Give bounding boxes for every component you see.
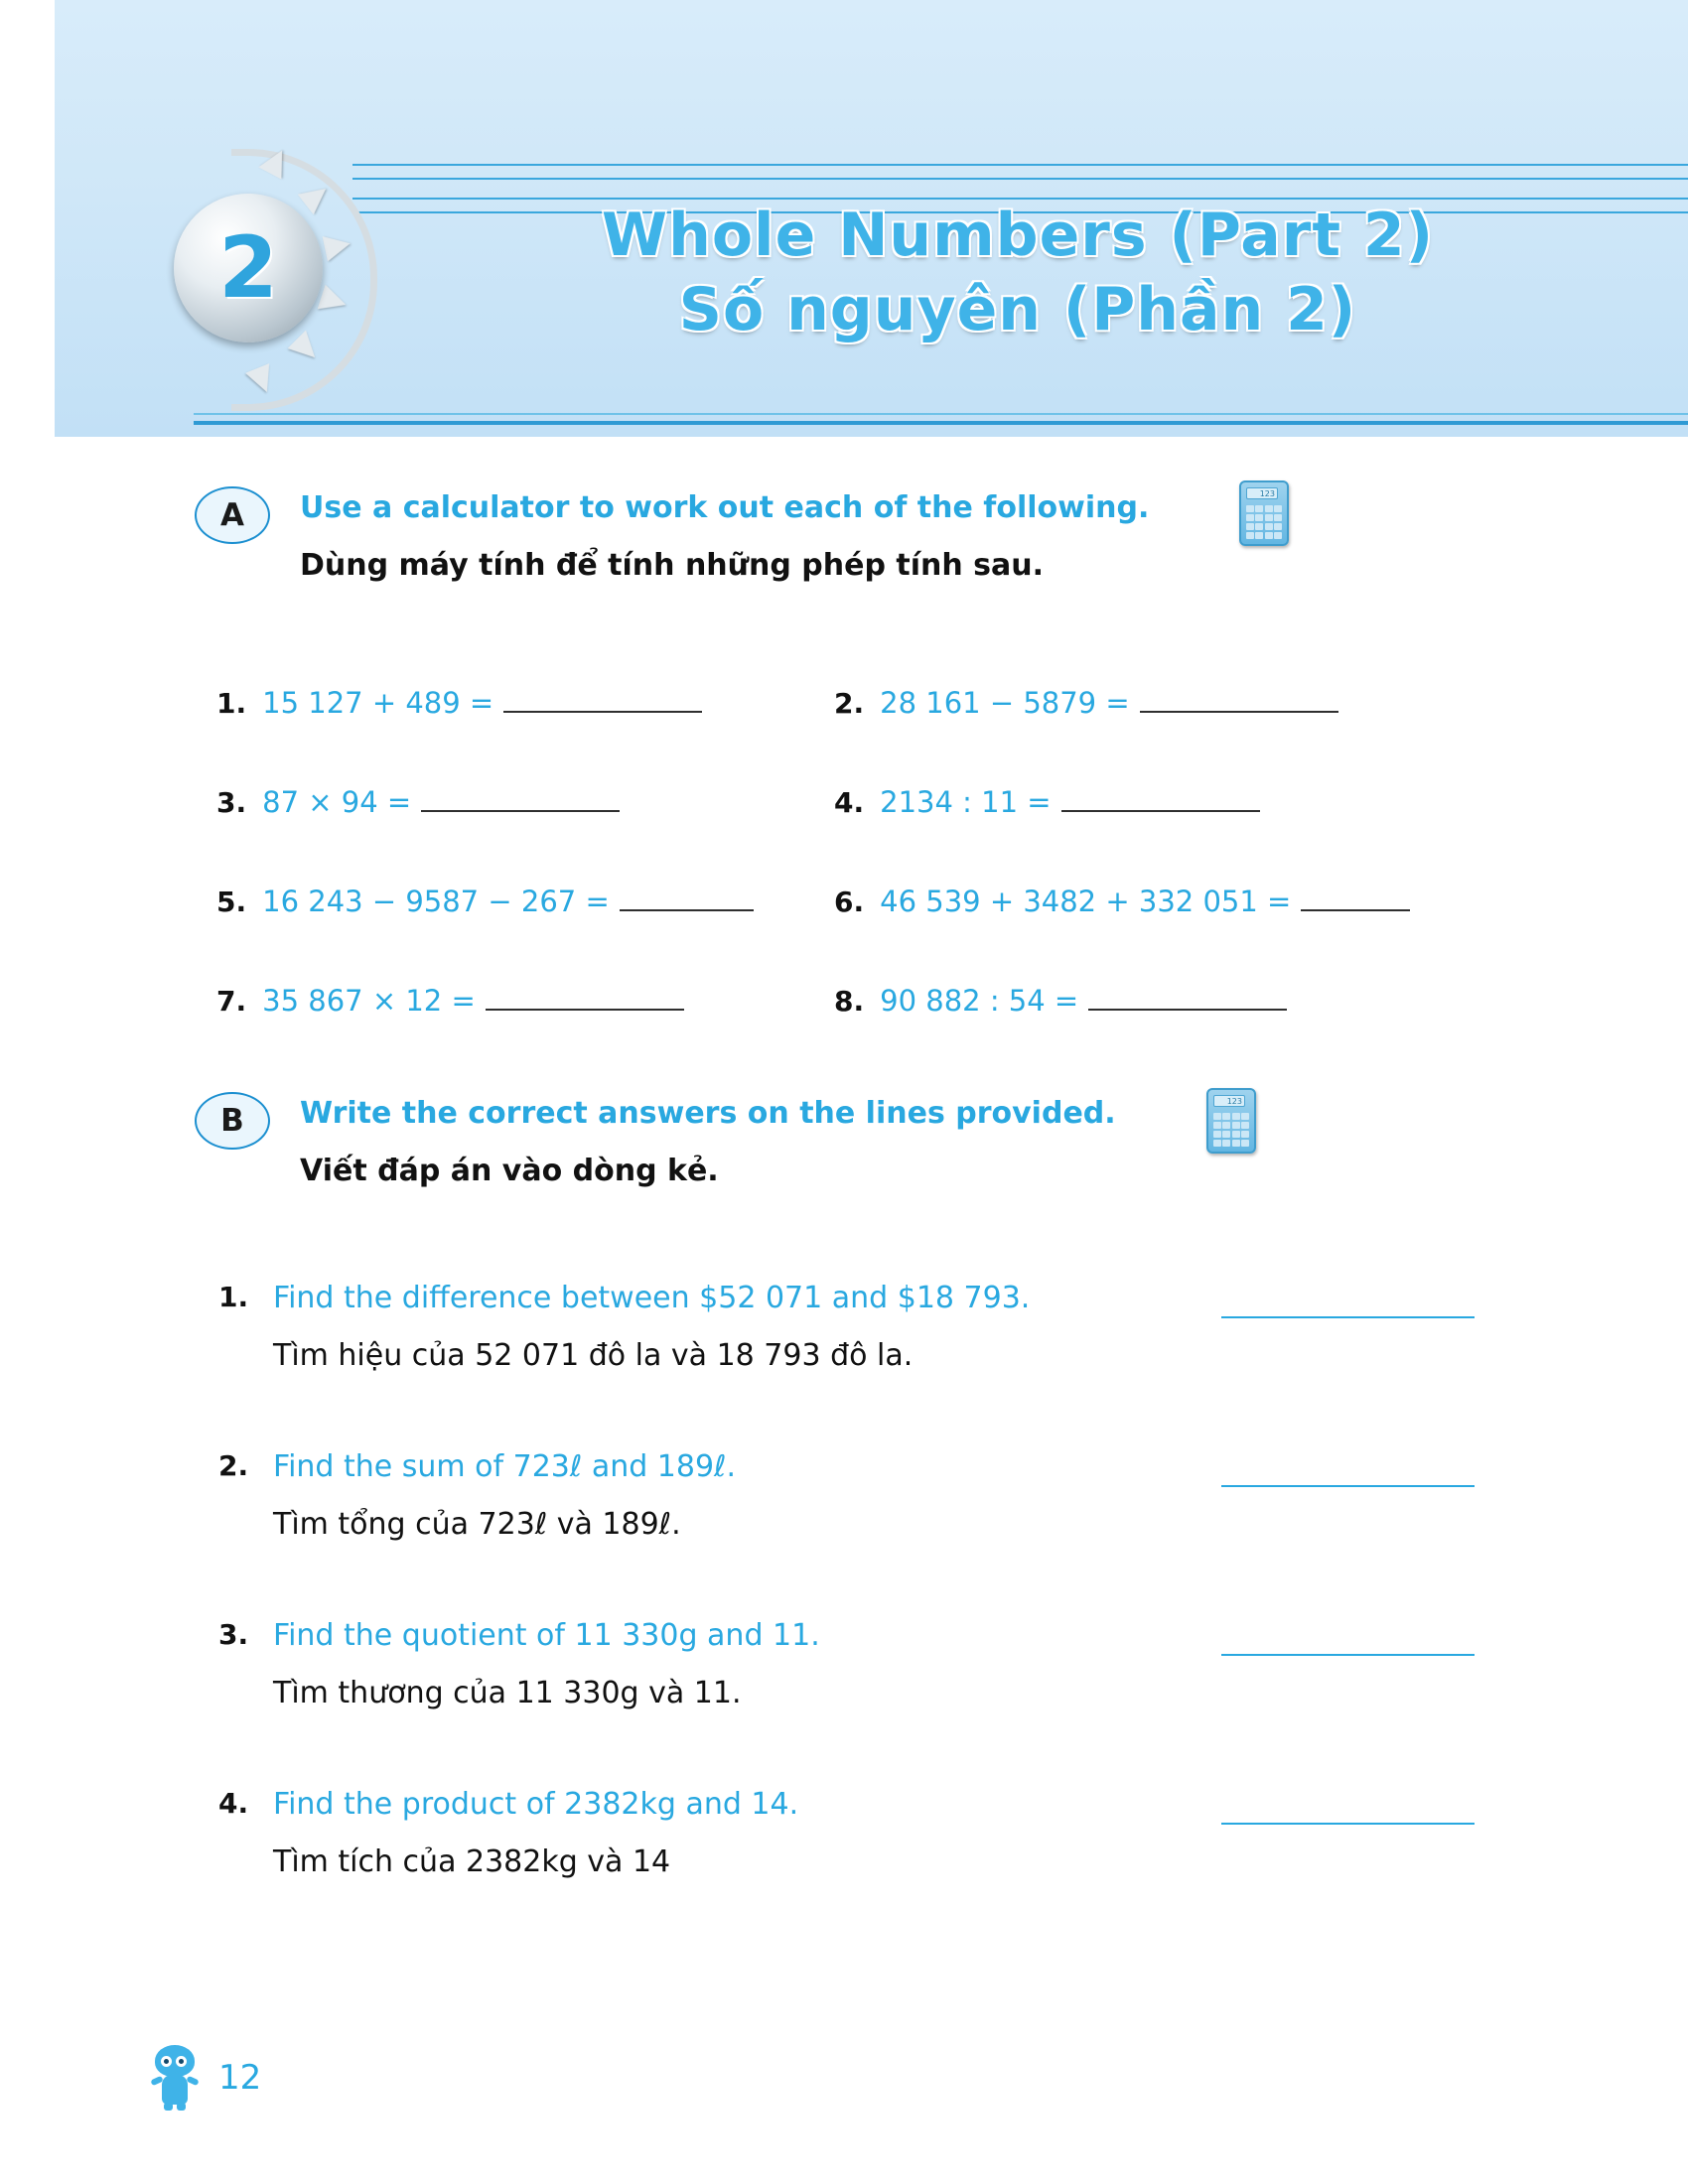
question-a-2 xyxy=(834,685,1338,720)
question-number: 2. xyxy=(218,1449,249,1482)
page-footer xyxy=(149,2045,261,2111)
answer-blank[interactable] xyxy=(486,983,684,1011)
answer-blank[interactable] xyxy=(503,685,702,713)
question-text: 87 × 94 = xyxy=(262,785,412,819)
question-a-3 xyxy=(216,784,620,819)
question-text: 35 867 × 12 = xyxy=(262,984,476,1018)
mascot-icon xyxy=(149,2045,201,2111)
answer-blank[interactable] xyxy=(1221,1654,1475,1656)
question-text-en: Find the difference between $52 071 and $18 793. xyxy=(273,1281,1031,1315)
question-text-en: Find the product of 2382kg and 14. xyxy=(273,1787,799,1822)
chapter-title-en: Whole Numbers (Part 2) xyxy=(601,201,1435,270)
question-text-vi: Tìm tổng của 723ℓ và 189ℓ. xyxy=(273,1507,681,1542)
question-number: 2. xyxy=(834,687,865,720)
answer-blank[interactable] xyxy=(1061,784,1260,812)
question-a-1 xyxy=(216,685,702,720)
question-text: 28 161 − 5879 = xyxy=(880,686,1130,720)
section-a-instruction-en: Use a calculator to work out each of the following. xyxy=(300,490,1150,525)
question-text-en: Find the sum of 723ℓ and 189ℓ. xyxy=(273,1449,736,1484)
question-text: 90 882 : 54 = xyxy=(880,984,1079,1018)
question-number: 3. xyxy=(218,1618,249,1651)
question-number: 6. xyxy=(834,886,865,918)
sun-ray-icon xyxy=(323,231,353,262)
question-a-5 xyxy=(216,884,754,918)
section-a-letter: A xyxy=(195,486,270,544)
question-number: 5. xyxy=(216,886,247,918)
chapter-title-vi: Số nguyên (Phần 2) xyxy=(678,275,1357,344)
calculator-screen: 123 xyxy=(1246,487,1278,499)
banner-bottom-rule-light xyxy=(194,413,1688,415)
question-text-vi: Tìm tích của 2382kg và 14 xyxy=(273,1844,671,1879)
question-a-7 xyxy=(216,983,684,1018)
page-number: 12 xyxy=(218,2058,262,2098)
calculator-icon xyxy=(1206,1088,1256,1154)
chapter-banner xyxy=(55,0,1688,437)
question-text: 15 127 + 489 = xyxy=(262,686,494,720)
answer-blank[interactable] xyxy=(1140,685,1338,713)
question-text-vi: Tìm hiệu của 52 071 đô la và 18 793 đô la. xyxy=(273,1338,914,1373)
section-b xyxy=(0,1092,1688,1211)
banner-bottom-rule xyxy=(194,421,1688,425)
question-a-4 xyxy=(834,784,1260,819)
question-number: 8. xyxy=(834,985,865,1018)
question-text: 16 243 − 9587 − 267 = xyxy=(262,885,610,918)
section-b-letter: B xyxy=(195,1092,270,1150)
question-text: 2134 : 11 = xyxy=(880,785,1052,819)
calculator-keys xyxy=(1246,505,1282,539)
chapter-number: 2 xyxy=(218,218,278,318)
section-a-instruction-vi: Dùng máy tính để tính những phép tính sau. xyxy=(300,548,1045,583)
question-a-6 xyxy=(834,884,1410,918)
answer-blank[interactable] xyxy=(1221,1316,1475,1318)
chapter-number-badge xyxy=(174,194,323,342)
chapter-title-block xyxy=(432,199,1604,347)
question-a-8 xyxy=(834,983,1287,1018)
question-number: 4. xyxy=(218,1787,249,1820)
answer-blank[interactable] xyxy=(1221,1823,1475,1825)
section-a-header xyxy=(0,486,1688,606)
question-text: 46 539 + 3482 + 332 051 = xyxy=(880,885,1292,918)
section-b-instruction-en: Write the correct answers on the lines provided. xyxy=(300,1096,1116,1131)
section-b-header xyxy=(0,1092,1688,1211)
calculator-icon xyxy=(1239,480,1289,546)
question-number: 7. xyxy=(216,985,247,1018)
question-number: 4. xyxy=(834,786,865,819)
section-b-instruction-vi: Viết đáp án vào dòng kẻ. xyxy=(300,1154,719,1188)
answer-blank[interactable] xyxy=(421,784,620,812)
answer-blank[interactable] xyxy=(1301,884,1410,911)
question-text-en: Find the quotient of 11 330g and 11. xyxy=(273,1618,820,1653)
answer-blank[interactable] xyxy=(1088,983,1287,1011)
answer-blank[interactable] xyxy=(620,884,754,911)
question-text-vi: Tìm thương của 11 330g và 11. xyxy=(273,1676,742,1710)
question-number: 3. xyxy=(216,786,247,819)
section-a xyxy=(0,486,1688,606)
calculator-keys xyxy=(1213,1113,1249,1147)
question-number: 1. xyxy=(218,1281,249,1313)
calculator-screen: 123 xyxy=(1213,1095,1245,1107)
answer-blank[interactable] xyxy=(1221,1485,1475,1487)
question-number: 1. xyxy=(216,687,247,720)
